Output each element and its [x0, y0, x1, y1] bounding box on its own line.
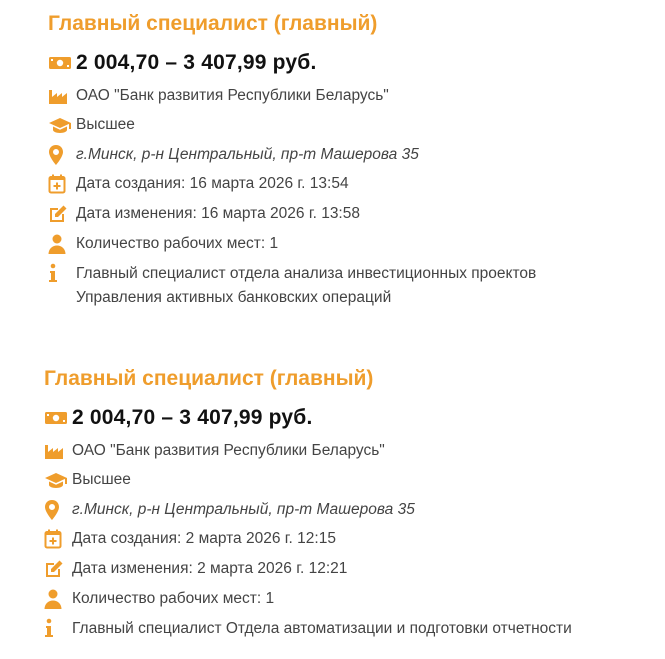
calendar-plus-icon — [48, 173, 76, 195]
created-date: Дата создания: 16 марта 2026 г. 13:54 — [76, 175, 349, 193]
address-row — [48, 144, 665, 166]
info-icon — [48, 262, 76, 284]
company-row — [44, 440, 665, 462]
money-icon — [44, 410, 70, 426]
description-text — [76, 262, 665, 310]
address-text: г.Минск, р-н Центральный, пр-т Машерова 35 — [76, 145, 419, 163]
company-name: ОАО "Банк развития Республики Беларусь" — [72, 441, 385, 459]
vacancy-title-link[interactable]: Главный специалист (главный) — [44, 367, 374, 390]
education-level: Высшее — [76, 116, 135, 134]
description-text — [72, 617, 665, 641]
edit-icon — [44, 558, 72, 580]
location-pin-icon — [48, 144, 76, 166]
workplaces-row — [44, 588, 665, 610]
location-pin-icon — [44, 499, 72, 521]
salary-row — [44, 404, 665, 432]
money-icon — [48, 55, 74, 71]
created-date: Дата создания: 2 марта 2026 г. 12:15 — [72, 530, 336, 548]
calendar-plus-icon — [44, 528, 72, 550]
factory-icon — [48, 85, 76, 107]
workplaces-row — [48, 233, 665, 255]
workplaces-count: Количество рабочих мест: 1 — [76, 234, 279, 252]
company-name: ОАО "Банк развития Республики Беларусь" — [76, 86, 389, 104]
modified-row — [48, 203, 665, 225]
vacancy-title-link[interactable]: Главный специалист (главный) — [48, 12, 378, 35]
info-icon — [44, 617, 72, 639]
modified-date: Дата изменения: 16 марта 2026 г. 13:58 — [76, 204, 360, 222]
modified-date: Дата изменения: 2 марта 2026 г. 12:21 — [72, 559, 348, 577]
salary-row — [48, 49, 665, 77]
description-line: Главный специалист Отдела автоматизации и подготовки отчетности — [72, 620, 572, 638]
vacancy-card — [0, 0, 665, 310]
factory-icon — [44, 440, 72, 462]
company-row — [48, 85, 665, 107]
description-line: Управления активных банковских операций — [76, 289, 392, 307]
description-line: Главный специалист отдела анализа инвестиционных проектов — [76, 265, 537, 283]
graduation-cap-icon — [44, 469, 72, 491]
description-row — [48, 262, 665, 310]
education-row — [44, 469, 665, 491]
education-row — [48, 114, 665, 136]
edit-icon — [48, 203, 76, 225]
person-icon — [48, 233, 76, 255]
vacancy-card — [0, 355, 665, 641]
salary-value: 2 004,70 – 3 407,99 руб. — [76, 51, 317, 74]
workplaces-count: Количество рабочих мест: 1 — [72, 589, 275, 607]
graduation-cap-icon — [48, 114, 76, 136]
modified-row — [44, 558, 665, 580]
description-row — [44, 617, 665, 641]
created-row — [44, 528, 665, 550]
address-row — [44, 499, 665, 521]
person-icon — [44, 588, 72, 610]
address-text: г.Минск, р-н Центральный, пр-т Машерова 35 — [72, 500, 415, 518]
created-row — [48, 173, 665, 195]
education-level: Высшее — [72, 471, 131, 489]
salary-value: 2 004,70 – 3 407,99 руб. — [72, 406, 313, 429]
